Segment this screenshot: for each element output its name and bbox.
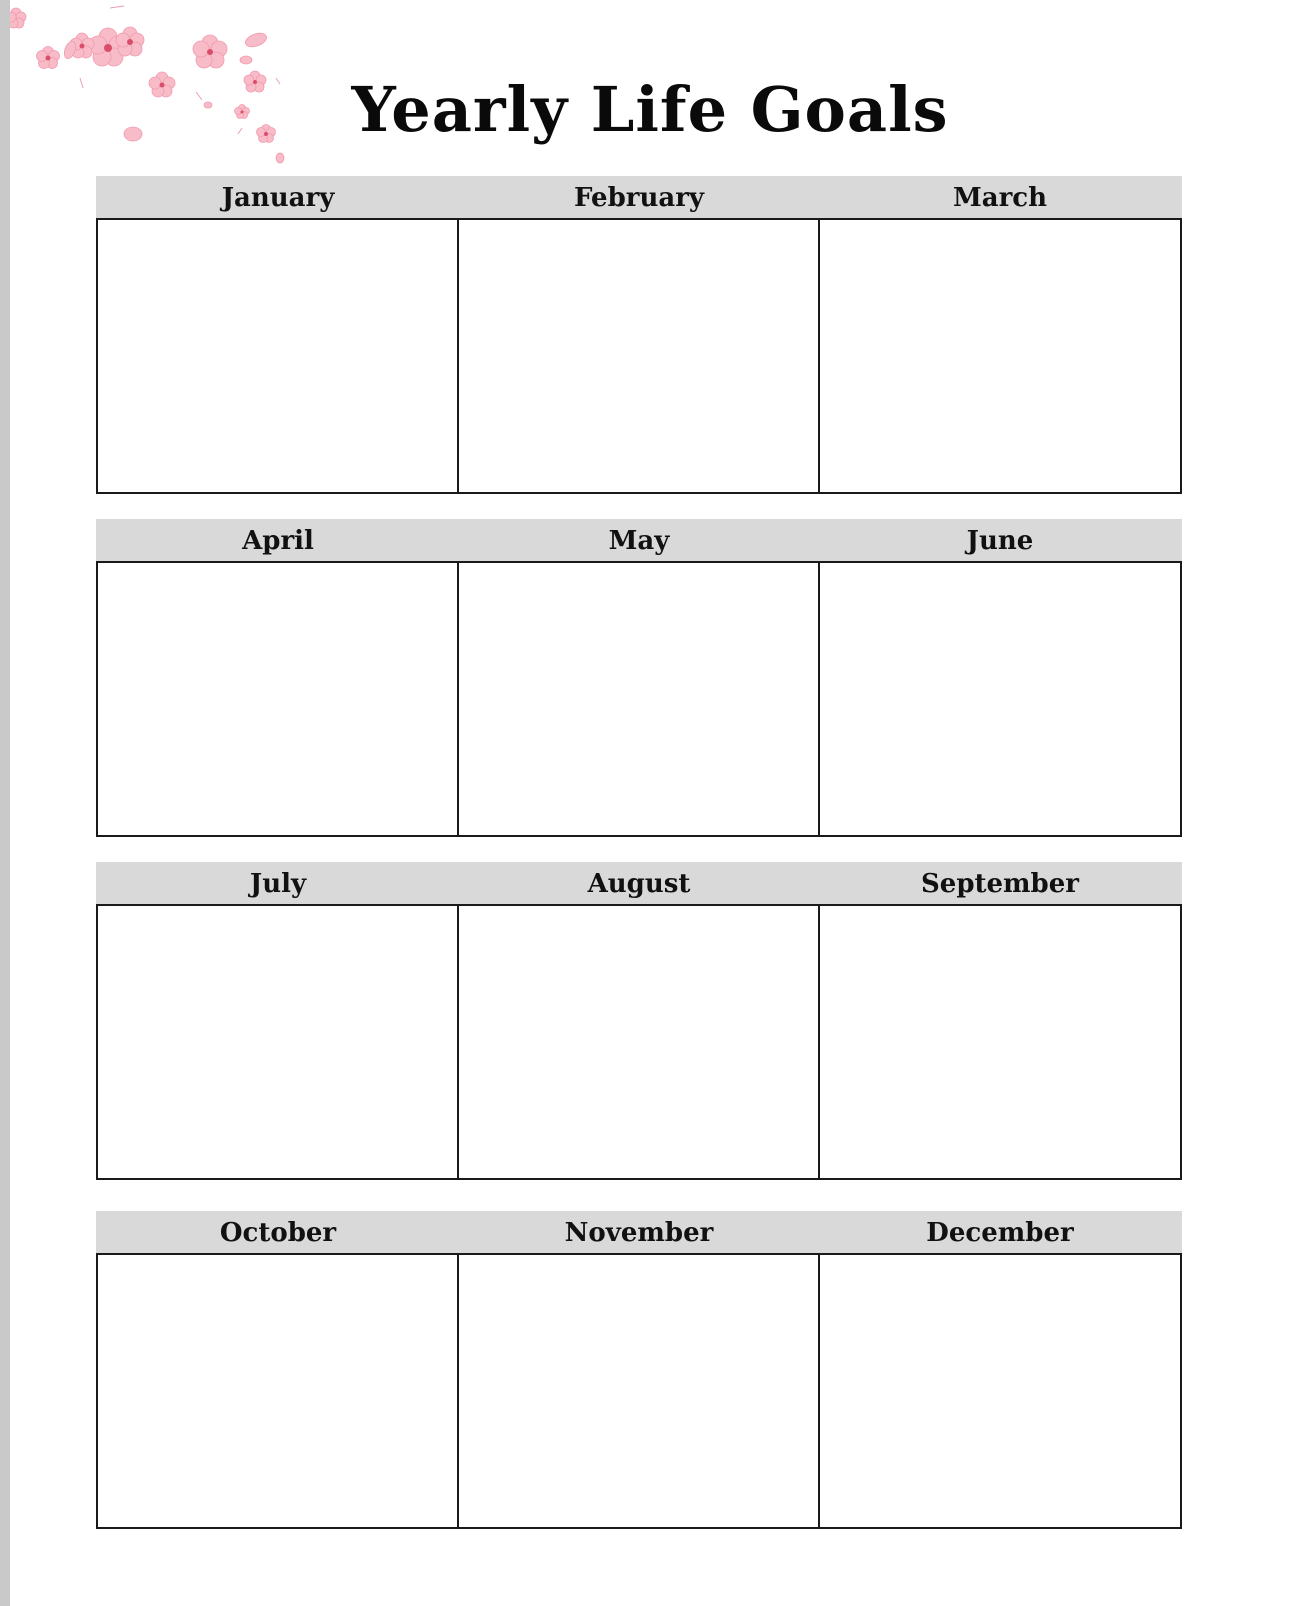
- goal-writing-box[interactable]: [457, 218, 821, 494]
- month-cell-may: [457, 519, 821, 837]
- month-cell-june: [818, 519, 1182, 837]
- goal-writing-box[interactable]: [96, 561, 460, 837]
- month-cell-november: [457, 1211, 821, 1529]
- month-header: April: [96, 519, 460, 561]
- month-cell-january: [96, 176, 460, 494]
- goal-writing-box[interactable]: [96, 218, 460, 494]
- goal-writing-box[interactable]: [818, 218, 1182, 494]
- month-header: September: [818, 862, 1182, 904]
- month-header: March: [818, 176, 1182, 218]
- month-cell-september: [818, 862, 1182, 1180]
- page-title: Yearly Life Goals: [351, 73, 949, 146]
- month-header: July: [96, 862, 460, 904]
- goal-writing-box[interactable]: [457, 904, 821, 1180]
- month-cell-july: [96, 862, 460, 1180]
- month-cell-august: [457, 862, 821, 1180]
- goal-writing-box[interactable]: [96, 1253, 460, 1529]
- goal-writing-box[interactable]: [96, 904, 460, 1180]
- month-header: October: [96, 1211, 460, 1253]
- month-cell-december: [818, 1211, 1182, 1529]
- goal-writing-box[interactable]: [818, 1253, 1182, 1529]
- month-header: December: [818, 1211, 1182, 1253]
- month-header: May: [457, 519, 821, 561]
- month-header: November: [457, 1211, 821, 1253]
- planner-page: [10, 0, 1290, 1606]
- goal-writing-box[interactable]: [457, 561, 821, 837]
- month-cell-april: [96, 519, 460, 837]
- goal-writing-box[interactable]: [818, 904, 1182, 1180]
- goal-writing-box[interactable]: [457, 1253, 821, 1529]
- month-cell-march: [818, 176, 1182, 494]
- month-header: August: [457, 862, 821, 904]
- month-header: January: [96, 176, 460, 218]
- month-cell-october: [96, 1211, 460, 1529]
- month-header: February: [457, 176, 821, 218]
- month-header: June: [818, 519, 1182, 561]
- month-cell-february: [457, 176, 821, 494]
- goal-writing-box[interactable]: [818, 561, 1182, 837]
